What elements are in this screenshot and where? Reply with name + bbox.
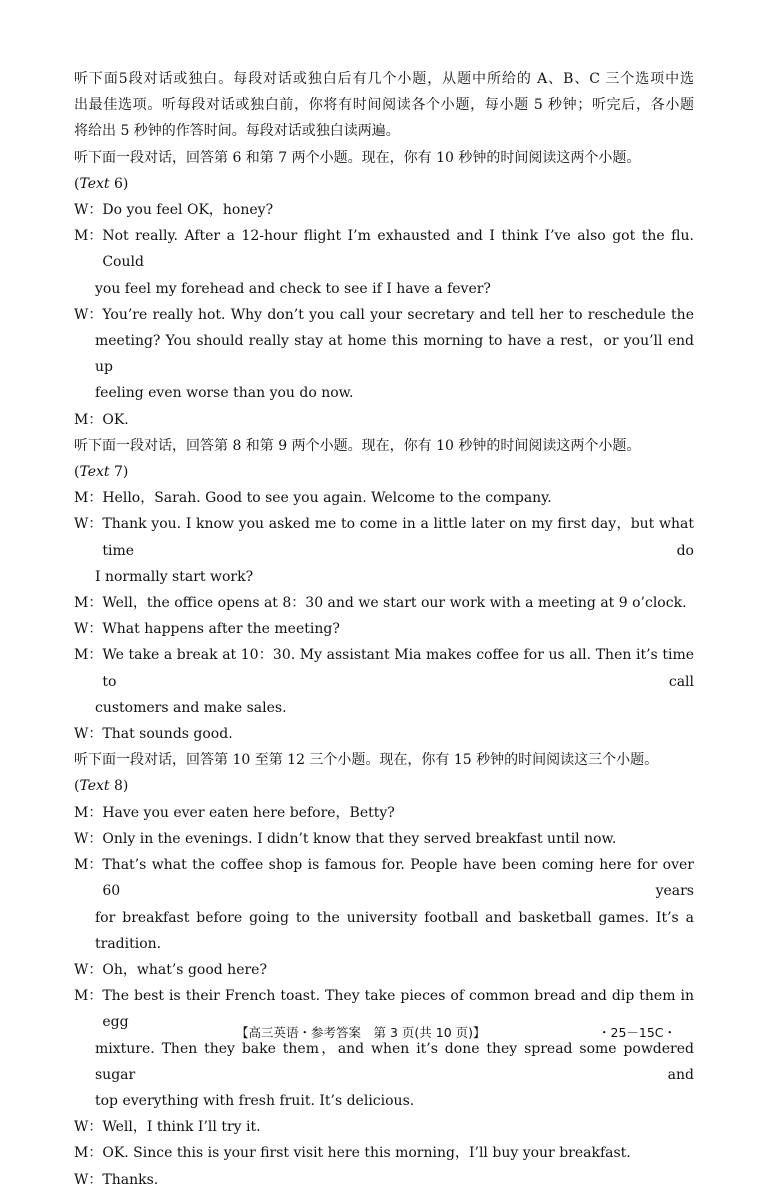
dialogue-line xyxy=(74,1036,694,1088)
text-label: (Text 7) xyxy=(74,464,129,481)
utterance-text: Thank you. I know you asked me to come in a little later on my first day，but what time do xyxy=(102,516,694,559)
dialogue-line xyxy=(74,957,694,983)
section-instruction: 听下面一段对话，回答第 6 和第 7 两个小题。现在，你有 10 秒钟的时间阅读这两个小题。 xyxy=(74,149,641,166)
text-label-word: Text xyxy=(79,175,110,192)
intro-line: 听下面5段对话或独白。每段对话或独白后有几个小题，从题中所给的 A、B、C 三个选项中选 xyxy=(74,71,694,87)
dialogue-line xyxy=(74,1088,694,1114)
utterance-text: feeling even worse than you do now. xyxy=(95,385,354,402)
section-instruction: 听下面一段对话，回答第 10 至第 12 三个小题。现在，你有 15 秒钟的时间阅读这三个小题。 xyxy=(74,752,659,769)
utterance-text: Not really. After a 12-hour flight I’m exhausted and I think I’ve also got the flu. Could xyxy=(102,228,694,271)
utterance-text: for breakfast before going to the university football and basketball games. It’s a tradition. xyxy=(95,909,694,952)
utterance-text: you feel my forehead and check to see if I have a fever? xyxy=(95,280,491,297)
footer-code: ・25－15C・ xyxy=(598,1025,677,1040)
speaker-label: W： xyxy=(74,961,103,978)
speaker-label: M： xyxy=(74,1145,103,1162)
utterance-text: OK. Since this is your first visit here this morning，I’ll buy your breakfast. xyxy=(102,1145,631,1162)
text-label-number: 6 xyxy=(113,175,123,192)
intro-paragraph xyxy=(74,66,694,145)
speaker-label: W： xyxy=(74,726,103,743)
utterance-text: OK. xyxy=(102,411,129,428)
utterance-text: customers and make sales. xyxy=(95,699,287,716)
text-label-word: Text xyxy=(79,464,110,481)
dialogue-line xyxy=(74,642,694,694)
intro-line: 出最佳选项。听每段对话或独白前，你将有时间阅读各个小题，每小题 5 秒钟；听完后，各小题 xyxy=(74,97,694,114)
speaker-label: M： xyxy=(74,228,103,245)
dialogue-line xyxy=(74,721,694,747)
utterance-text: Oh，what’s good here? xyxy=(102,961,267,978)
speaker-label: M： xyxy=(74,411,103,428)
dialogue-line xyxy=(74,223,694,275)
footer-page-info: 【高三英语・参考答案 第 3 页(共 10 页)】 xyxy=(236,1025,486,1040)
dialogue-section xyxy=(74,433,694,747)
dialogue-line xyxy=(74,1114,694,1140)
speaker-label: W： xyxy=(74,202,103,219)
text-label-number: 8 xyxy=(113,778,123,795)
page-footer xyxy=(0,1023,764,1043)
dialogue-line xyxy=(74,826,694,852)
dialogue-line xyxy=(74,485,694,511)
dialogue-line xyxy=(74,695,694,721)
speaker-label: W： xyxy=(74,830,103,847)
text-label: (Text 6) xyxy=(74,175,129,192)
speaker-label: W： xyxy=(74,1171,103,1188)
dialogue-line xyxy=(74,1140,694,1166)
dialogue-line xyxy=(74,276,694,302)
dialogue-line xyxy=(74,302,694,328)
utterance-text: You’re really hot. Why don’t you call your secretary and tell her to reschedule the xyxy=(102,306,694,323)
speaker-label: M： xyxy=(74,988,103,1005)
utterance-text: Do you feel OK，honey? xyxy=(102,202,274,219)
dialogue-line xyxy=(74,197,694,223)
speaker-label: W： xyxy=(74,1119,103,1136)
utterance-text: top everything with fresh fruit. It’s delicious. xyxy=(95,1092,415,1109)
dialogue-line xyxy=(74,616,694,642)
speaker-label: M： xyxy=(74,490,103,507)
utterance-text: I normally start work? xyxy=(95,568,254,585)
utterance-text: Only in the evenings. I didn’t know that they served breakfast until now. xyxy=(102,830,617,847)
intro-line: 将给出 5 秒钟的作答时间。每段对话或独白读两遍。 xyxy=(74,123,400,140)
dialogue-line xyxy=(74,1167,694,1193)
speaker-label: M： xyxy=(74,647,103,664)
dialogue-line xyxy=(74,564,694,590)
utterance-text: The best is their French toast. They take pieces of common bread and dip them in egg xyxy=(102,988,694,1031)
text-label-word: Text xyxy=(79,778,110,795)
dialogue-line xyxy=(74,328,694,380)
speaker-label: M： xyxy=(74,857,103,874)
utterance-text: What happens after the meeting? xyxy=(102,621,340,638)
utterance-text: That sounds good. xyxy=(102,726,233,743)
text-label: (Text 8) xyxy=(74,778,129,795)
dialogue-section xyxy=(74,145,694,433)
dialogue-line xyxy=(74,590,694,616)
utterance-text: That’s what the coffee shop is famous for. People have been coming here for over 60 years xyxy=(102,857,694,900)
dialogue-section xyxy=(74,747,694,1192)
utterance-text: mixture. Then they bake them，and when it’s done they spread some powdered sugar and xyxy=(95,1040,694,1083)
text-label-number: 7 xyxy=(113,464,123,481)
speaker-label: M： xyxy=(74,595,103,612)
dialogue-line xyxy=(74,380,694,406)
dialogue-line xyxy=(74,407,694,433)
utterance-text: Have you ever eaten here before，Betty? xyxy=(102,804,395,821)
utterance-text: Well，the office opens at 8：30 and we start our work with a meeting at 9 o’clock. xyxy=(102,595,687,612)
utterance-text: Well，I think I’ll try it. xyxy=(102,1119,261,1136)
speaker-label: M： xyxy=(74,804,103,821)
dialogue-line xyxy=(74,511,694,563)
dialogue-line xyxy=(74,905,694,957)
speaker-label: W： xyxy=(74,306,103,323)
utterance-text: meeting? You should really stay at home this morning to have a rest，or you’ll end up xyxy=(95,333,694,376)
speaker-label: W： xyxy=(74,621,103,638)
speaker-label: W： xyxy=(74,516,103,533)
utterance-text: Thanks. xyxy=(102,1171,159,1188)
dialogue-line xyxy=(74,852,694,904)
utterance-text: We take a break at 10：30. My assistant Mia makes coffee for us all. Then it’s time to call xyxy=(102,647,694,690)
utterance-text: Hello，Sarah. Good to see you again. Welcome to the company. xyxy=(102,490,552,507)
section-instruction: 听下面一段对话，回答第 8 和第 9 两个小题。现在，你有 10 秒钟的时间阅读这两个小题。 xyxy=(74,437,641,454)
dialogue-line xyxy=(74,800,694,826)
